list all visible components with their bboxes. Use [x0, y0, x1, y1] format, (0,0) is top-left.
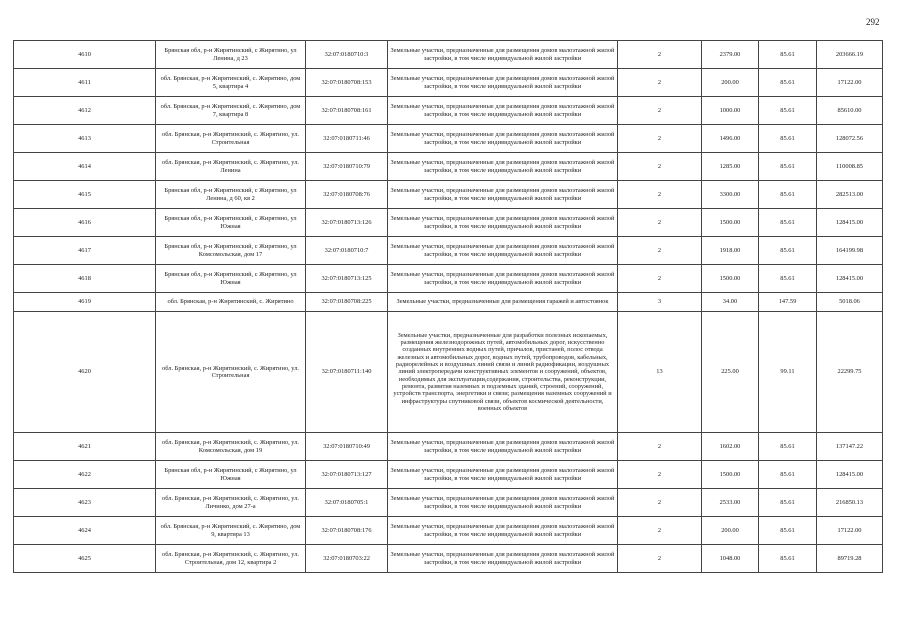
cadastral-value-cell: 89719.28 — [817, 545, 883, 573]
address-cell: Брянская обл, р-н Жирятинский, с Жирятино, ул Комсомольская, дом 17 — [156, 237, 306, 265]
cadastral-number-cell: 32:07:0180713:126 — [306, 209, 388, 237]
cadastral-number-cell: 32:07:0180711:46 — [306, 125, 388, 153]
row-number-cell: 4623 — [14, 489, 156, 517]
row-number-cell: 4624 — [14, 517, 156, 545]
unit-value-cell: 85.61 — [759, 153, 817, 181]
table-row — [14, 209, 883, 237]
land-use-cell: Земельные участки, предназначенные для размещения домов малоэтажной жилой застройки, в том числе индивидуальной жилой застройки — [388, 41, 618, 69]
table-row — [14, 265, 883, 293]
row-number-cell: 4625 — [14, 545, 156, 573]
row-number-cell: 4612 — [14, 97, 156, 125]
land-use-cell: Земельные участки, предназначенные для размещения домов малоэтажной жилой застройки, в том числе индивидуальной жилой застройки — [388, 153, 618, 181]
unit-value-cell: 99.11 — [759, 312, 817, 433]
table-row — [14, 125, 883, 153]
cadastral-number-cell: 32:07:0180710:49 — [306, 433, 388, 461]
cadastral-value-cell: 128415.00 — [817, 265, 883, 293]
land-use-cell: Земельные участки, предназначенные для размещения домов малоэтажной жилой застройки, в том числе индивидуальной жилой застройки — [388, 237, 618, 265]
cadastral-value-cell: 216850.13 — [817, 489, 883, 517]
table-row — [14, 433, 883, 461]
unit-value-cell: 85.61 — [759, 41, 817, 69]
unit-value-cell: 85.61 — [759, 489, 817, 517]
area-cell: 200.00 — [702, 517, 759, 545]
unit-value-cell: 85.61 — [759, 209, 817, 237]
address-cell: обл. Брянская, р-н Жирятинский, с. Жирятино, дом 7, квартира 8 — [156, 97, 306, 125]
cadastral-number-cell: 32:07:0180703:22 — [306, 545, 388, 573]
area-cell: 1496.00 — [702, 125, 759, 153]
cadastral-number-cell: 32:07:0180708:76 — [306, 181, 388, 209]
table-row — [14, 489, 883, 517]
address-cell: обл. Брянская, р-н Жирятинский, с. Жирятино, ул. Строительная, дом 12, квартира 2 — [156, 545, 306, 573]
cadastral-number-cell: 32:07:0180708:225 — [306, 293, 388, 312]
cadastral-value-cell: 137147.22 — [817, 433, 883, 461]
area-cell: 3300.00 — [702, 181, 759, 209]
row-number-cell: 4618 — [14, 265, 156, 293]
cadastral-value-cell: 22299.75 — [817, 312, 883, 433]
land-use-cell: Земельные участки, предназначенные для размещения гаражей и автостоянок — [388, 293, 618, 312]
table-row — [14, 517, 883, 545]
unit-value-cell: 85.61 — [759, 433, 817, 461]
area-cell: 1000.00 — [702, 97, 759, 125]
area-cell: 1048.00 — [702, 545, 759, 573]
area-cell: 1500.00 — [702, 461, 759, 489]
table-row — [14, 41, 883, 69]
land-use-cell: Земельные участки, предназначенные для размещения домов малоэтажной жилой застройки, в том числе индивидуальной жилой застройки — [388, 69, 618, 97]
unit-value-cell: 147.59 — [759, 293, 817, 312]
unit-value-cell: 85.61 — [759, 545, 817, 573]
use-code-cell: 2 — [618, 517, 702, 545]
row-number-cell: 4619 — [14, 293, 156, 312]
page-number: 292 — [866, 17, 880, 27]
table-row — [14, 461, 883, 489]
land-use-cell: Земельные участки, предназначенные для размещения домов малоэтажной жилой застройки, в том числе индивидуальной жилой застройки — [388, 461, 618, 489]
row-number-cell: 4615 — [14, 181, 156, 209]
table-row — [14, 312, 883, 433]
area-cell: 1918.00 — [702, 237, 759, 265]
unit-value-cell: 85.61 — [759, 461, 817, 489]
area-cell: 2533.00 — [702, 489, 759, 517]
table-row — [14, 97, 883, 125]
table-row — [14, 69, 883, 97]
area-cell: 225.00 — [702, 312, 759, 433]
area-cell: 200.00 — [702, 69, 759, 97]
cadastral-number-cell: 32:07:0180711:140 — [306, 312, 388, 433]
land-use-cell: Земельные участки, предназначенные для размещения домов малоэтажной жилой застройки, в том числе индивидуальной жилой застройки — [388, 97, 618, 125]
cadastral-value-cell: 85610.00 — [817, 97, 883, 125]
use-code-cell: 2 — [618, 41, 702, 69]
unit-value-cell: 85.61 — [759, 517, 817, 545]
row-number-cell: 4614 — [14, 153, 156, 181]
use-code-cell: 2 — [618, 545, 702, 573]
cadastral-number-cell: 32:07:0180708:176 — [306, 517, 388, 545]
table-row — [14, 181, 883, 209]
use-code-cell: 2 — [618, 209, 702, 237]
land-use-cell: Земельные участки, предназначенные для размещения домов малоэтажной жилой застройки, в том числе индивидуальной жилой застройки — [388, 545, 618, 573]
land-use-cell: Земельные участки, предназначенные для размещения домов малоэтажной жилой застройки, в том числе индивидуальной жилой застройки — [388, 517, 618, 545]
row-number-cell: 4610 — [14, 41, 156, 69]
land-registry-table — [13, 40, 883, 573]
table-row — [14, 293, 883, 312]
use-code-cell: 13 — [618, 312, 702, 433]
area-cell: 1500.00 — [702, 265, 759, 293]
cadastral-number-cell: 32:07:0180710:7 — [306, 237, 388, 265]
row-number-cell: 4617 — [14, 237, 156, 265]
address-cell: Брянская обл, р-н Жирятинский, с Жирятино, ул Ленина, д 60, кв 2 — [156, 181, 306, 209]
address-cell: Брянская обл, р-н Жирятинский, с Жирятино, ул Ленина, д 23 — [156, 41, 306, 69]
use-code-cell: 2 — [618, 181, 702, 209]
cadastral-value-cell: 203666.19 — [817, 41, 883, 69]
cadastral-value-cell: 17122.00 — [817, 517, 883, 545]
address-cell: обл. Брянская, р-н Жирятинский, с. Жирятино, ул. Ленина — [156, 153, 306, 181]
address-cell: Брянская обл, р-н Жирятинский, с Жирятино, ул Южная — [156, 209, 306, 237]
address-cell: обл. Брянская, р-н Жирятинский, с. Жирятино, ул. Строительная — [156, 125, 306, 153]
address-cell: обл. Брянская, р-н Жирятинский, с. Жирятино, ул. Строительная — [156, 312, 306, 433]
land-use-cell: Земельные участки, предназначенные для размещения домов малоэтажной жилой застройки, в том числе индивидуальной жилой застройки — [388, 433, 618, 461]
unit-value-cell: 85.61 — [759, 97, 817, 125]
cadastral-number-cell: 32:07:0180710:3 — [306, 41, 388, 69]
address-cell: обл. Брянская, р-н Жирятинский, с. Жирятино, дом 5, квартира 4 — [156, 69, 306, 97]
cadastral-value-cell: 17122.00 — [817, 69, 883, 97]
cadastral-value-cell: 128415.00 — [817, 209, 883, 237]
row-number-cell: 4620 — [14, 312, 156, 433]
address-cell: обл. Брянская, р-н Жирятинский, с. Жирятино, ул. Комсомольская, дом 19 — [156, 433, 306, 461]
cadastral-value-cell: 5018.06 — [817, 293, 883, 312]
cadastral-number-cell: 32:07:0180708:161 — [306, 97, 388, 125]
land-use-cell: Земельные участки, предназначенные для размещения домов малоэтажной жилой застройки, в том числе индивидуальной жилой застройки — [388, 125, 618, 153]
use-code-cell: 2 — [618, 433, 702, 461]
address-cell: обл. Брянская, р-н Жирятинский, с. Жирятино, дом 9, квартира 13 — [156, 517, 306, 545]
land-use-cell: Земельные участки, предназначенные для размещения домов малоэтажной жилой застройки, в том числе индивидуальной жилой застройки — [388, 181, 618, 209]
unit-value-cell: 85.61 — [759, 125, 817, 153]
cadastral-number-cell: 32:07:0180705:1 — [306, 489, 388, 517]
table-row — [14, 545, 883, 573]
cadastral-number-cell: 32:07:0180713:125 — [306, 265, 388, 293]
table-row — [14, 237, 883, 265]
row-number-cell: 4622 — [14, 461, 156, 489]
unit-value-cell: 85.61 — [759, 69, 817, 97]
cadastral-value-cell: 128415.00 — [817, 461, 883, 489]
area-cell: 2379.00 — [702, 41, 759, 69]
cadastral-value-cell: 164199.98 — [817, 237, 883, 265]
cadastral-value-cell: 128072.56 — [817, 125, 883, 153]
cadastral-value-cell: 110008.85 — [817, 153, 883, 181]
use-code-cell: 2 — [618, 125, 702, 153]
area-cell: 1285.00 — [702, 153, 759, 181]
cadastral-number-cell: 32:07:0180708:153 — [306, 69, 388, 97]
use-code-cell: 2 — [618, 153, 702, 181]
row-number-cell: 4613 — [14, 125, 156, 153]
address-cell: обл. Брянская, р-н Жирятинский, с. Жирятино, ул. Личинко, дом 27-а — [156, 489, 306, 517]
use-code-cell: 2 — [618, 265, 702, 293]
unit-value-cell: 85.61 — [759, 265, 817, 293]
area-cell: 1602.00 — [702, 433, 759, 461]
land-use-cell: Земельные участки, предназначенные для размещения домов малоэтажной жилой застройки, в том числе индивидуальной жилой застройки — [388, 489, 618, 517]
table-row — [14, 153, 883, 181]
area-cell: 1500.00 — [702, 209, 759, 237]
address-cell: обл. Брянская, р-н Жирятинский, с. Жирятино — [156, 293, 306, 312]
row-number-cell: 4616 — [14, 209, 156, 237]
cadastral-number-cell: 32:07:0180710:79 — [306, 153, 388, 181]
unit-value-cell: 85.61 — [759, 181, 817, 209]
land-use-cell: Земельные участки, предназначенные для размещения домов малоэтажной жилой застройки, в том числе индивидуальной жилой застройки — [388, 265, 618, 293]
use-code-cell: 2 — [618, 489, 702, 517]
land-use-cell: Земельные участки, предназначенные для разработки полезных ископаемых, размещения железнодорожных путей, автомобильных дорог, искусственно созданных внутренних водных путей, причалов, пристаней, полос отвода железных и автомобильных дорог, водных путей, трубопроводов, кабельных, радиорелейных и воздушных линий связи и линий радиофикации, воздушных линий электропередачи конструктивных элементов и сооружений, объектов, необходимых для эксплуатации,содержания, строительства, реконструкции, ремонта, развития наземных и подземных зданий, строений, сооружений, устройств транспорта, энергетики и связи; размещения наземных сооружений и инфраструктуры спутниковой связи, объектов космической деятельности, военных объектов — [388, 312, 618, 433]
use-code-cell: 2 — [618, 461, 702, 489]
address-cell: Брянская обл, р-н Жирятинский, с Жирятино, ул Южная — [156, 461, 306, 489]
address-cell: Брянская обл, р-н Жирятинский, с Жирятино, ул Южная — [156, 265, 306, 293]
use-code-cell: 3 — [618, 293, 702, 312]
use-code-cell: 2 — [618, 237, 702, 265]
cadastral-number-cell: 32:07:0180713:127 — [306, 461, 388, 489]
area-cell: 34.00 — [702, 293, 759, 312]
row-number-cell: 4611 — [14, 69, 156, 97]
use-code-cell: 2 — [618, 69, 702, 97]
unit-value-cell: 85.61 — [759, 237, 817, 265]
use-code-cell: 2 — [618, 97, 702, 125]
cadastral-value-cell: 282513.00 — [817, 181, 883, 209]
row-number-cell: 4621 — [14, 433, 156, 461]
land-use-cell: Земельные участки, предназначенные для размещения домов малоэтажной жилой застройки, в том числе индивидуальной жилой застройки — [388, 209, 618, 237]
